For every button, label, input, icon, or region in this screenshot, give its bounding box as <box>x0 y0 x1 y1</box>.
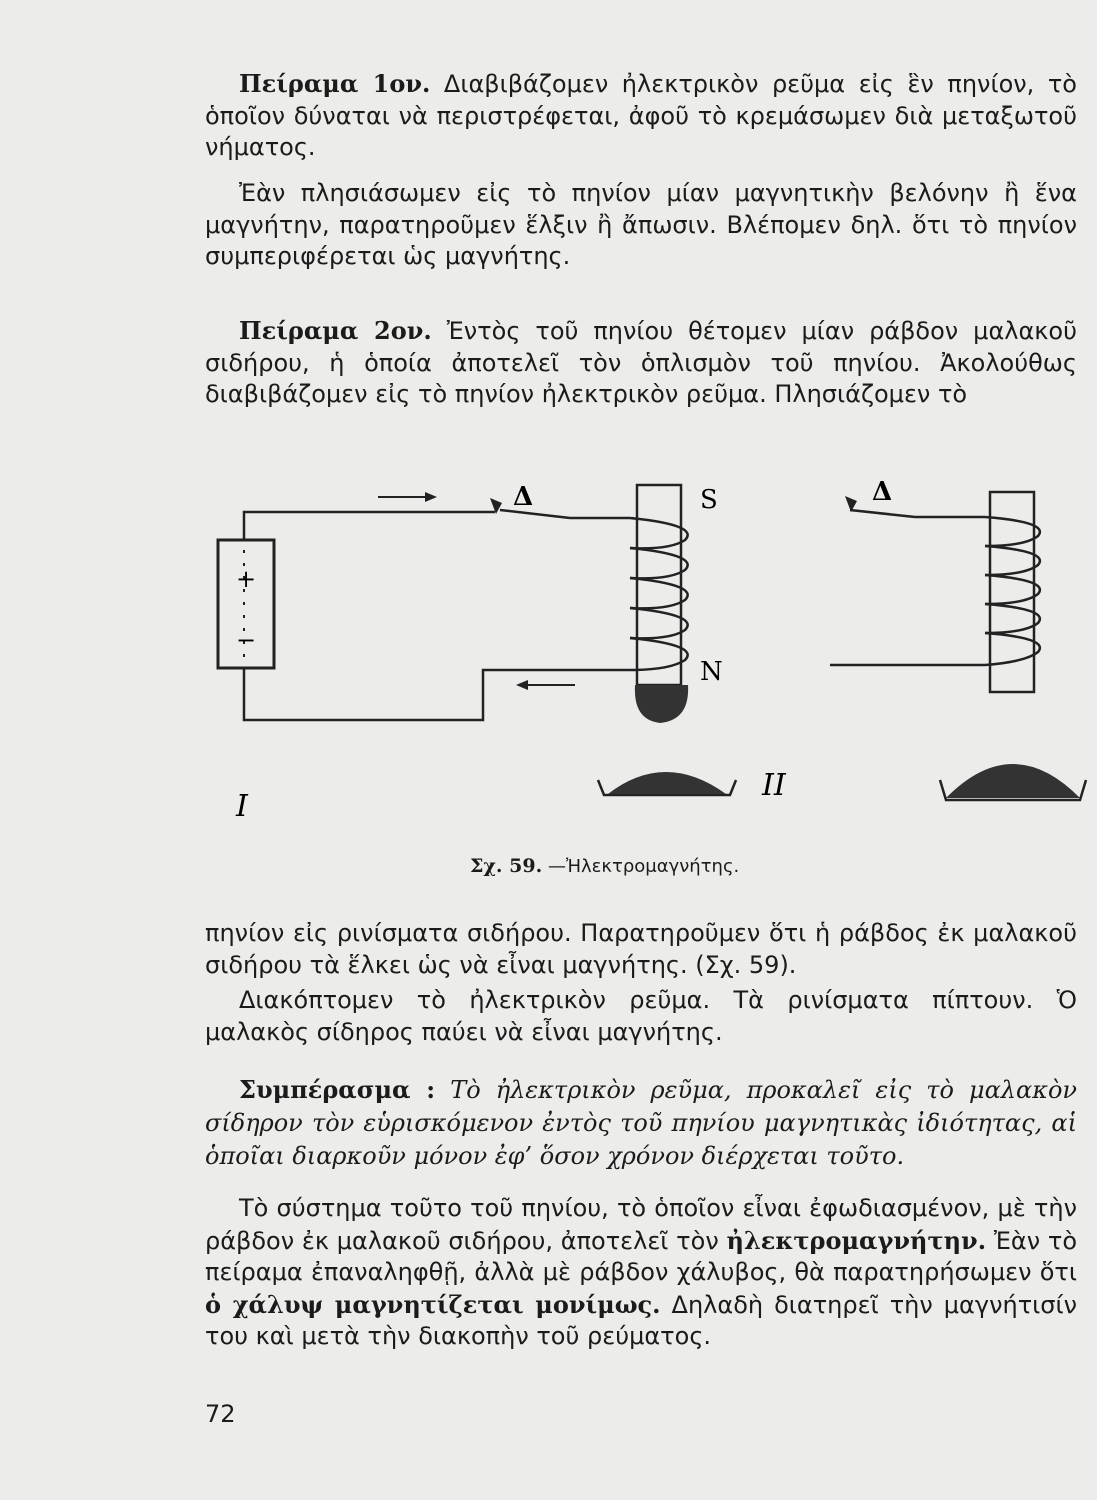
figure-label-ii: II <box>762 768 786 803</box>
experiment-2-text: Ἐντὸς τοῦ πηνίου θέτομεν μίαν ράβδον μαλακοῦ σιδήρου, ἡ ὁποία ἀποτελεῖ τὸν ὁπλισμὸν τοῦ πηνίου. Ἀκολούθως διαβιβάζομεν εἰς τὸ πηνίον ἠλεκτρικὸν ρεῦμα. Πλησιάζομεν τὸ <box>205 317 1077 408</box>
switch-lever <box>500 510 570 518</box>
page-number: 72 <box>205 1400 236 1428</box>
final-paragraph <box>205 1193 1077 1353</box>
top-wire <box>244 512 495 540</box>
interrupt-paragraph: Διακόπτομεν τὸ ἠλεκτρικὸν ρεῦμα. Τὰ ρινίσματα πίπτουν. Ὁ μαλακὸς σίδηρος παύει νὰ εἶναι μαγνήτης. <box>205 986 1077 1046</box>
conclusion-paragraph <box>205 1073 1077 1173</box>
bottom-wire <box>244 668 630 720</box>
experiment-1-observation: Ἐὰν πλησιάσωμεν εἰς τὸ πηνίον μίαν μαγνητικὴν βελόνην ἢ ἕνα μαγνήτην, παρατηροῦμεν ἕλξιν ἢ ἄπωσιν. Βλέπομεν δηλ. ὅτι τὸ πηνίον συμπεριφέρεται ὡς μαγνήτης. <box>205 179 1077 270</box>
conclusion-label: Συμπέρασμα : <box>239 1075 436 1104</box>
arrowhead-top <box>425 492 437 502</box>
switch-lever-2 <box>850 510 915 517</box>
experiment-1-paragraph <box>205 68 1077 164</box>
attracted-filings <box>635 685 688 723</box>
caption-text: —Ἠλεκτρομαγνήτης. <box>547 856 740 877</box>
battery-plus: + <box>236 565 257 593</box>
filings-pile-2 <box>946 764 1080 798</box>
switch-label-2: Δ <box>872 477 893 507</box>
arrowhead-bottom <box>516 680 528 690</box>
final-bold-b: ὁ χάλυψ μαγνητίζεται μονίμως. <box>205 1289 661 1319</box>
filings-pile-1 <box>608 772 726 794</box>
final-text-b: Ἐὰν τὸ πείραμα ἐπαναληφθῇ, ἀλλὰ μὲ ράβδον χάλυβος, θὰ παρατηρήσωμεν ὅτι <box>205 1226 1078 1286</box>
battery-minus: − <box>236 626 257 654</box>
caption-label: Σχ. 59. <box>470 855 543 877</box>
experiment-2-paragraph <box>205 315 1077 411</box>
figure-caption <box>470 855 739 877</box>
experiment-2-label: Πείραμα 2ον. <box>239 316 432 345</box>
north-pole-label: N <box>700 657 723 687</box>
experiment-1-text: Διαβιβάζομεν ἠλεκτρικὸν ρεῦμα εἰς ἓν πηνίον, τὸ ὁποῖον δύναται νὰ περιστρέφεται, ἀφοῦ τὸ κρεμάσωμεν διὰ μεταξωτοῦ νήματος. <box>205 70 1077 161</box>
final-bold-a: ἠλεκτρομαγνήτην. <box>726 1225 987 1255</box>
final-text-c: Δηλαδὴ διατηρεῖ τὴν μαγνήτισίν του καὶ μετὰ τὴν διακοπὴν τοῦ ρεύματος. <box>205 1290 1077 1350</box>
figure-label-i: I <box>236 789 248 824</box>
switch-label-1: Δ <box>513 482 534 512</box>
electromagnet-figure <box>0 470 1097 850</box>
conclusion-text: Τὸ ἠλεκτρικὸν ρεῦμα, προκαλεῖ εἰς τὸ μαλακὸν σίδηρον τὸν εὑρισκόμενον ἐντὸς τοῦ πηνίου μαγνητικὰς ἰδιότητας, αἱ ὁποῖαι διαρκοῦν μόνον ἐφ’ ὅσον χρόνον διέρχεται τοῦτο. <box>205 1076 1077 1170</box>
filings-paragraph: πηνίον εἰς ρινίσματα σιδήρου. Παρατηροῦμεν ὅτι ἡ ράβδος ἐκ μαλακοῦ σιδήρου τὰ ἕλκει ὡς νὰ εἶναι μαγνήτης. (Σχ. 59). <box>205 919 1077 979</box>
final-text-a: Τὸ σύστημα τοῦτο τοῦ πηνίου, τὸ ὁποῖον εἶναι ἐφωδιασμένον, μὲ τὴν ράβδον ἐκ μαλακοῦ σιδήρου, ἀποτελεῖ τὸν <box>205 1194 1077 1255</box>
experiment-1-label: Πείραμα 1ον. <box>239 69 431 98</box>
south-pole-label: S <box>700 485 718 515</box>
